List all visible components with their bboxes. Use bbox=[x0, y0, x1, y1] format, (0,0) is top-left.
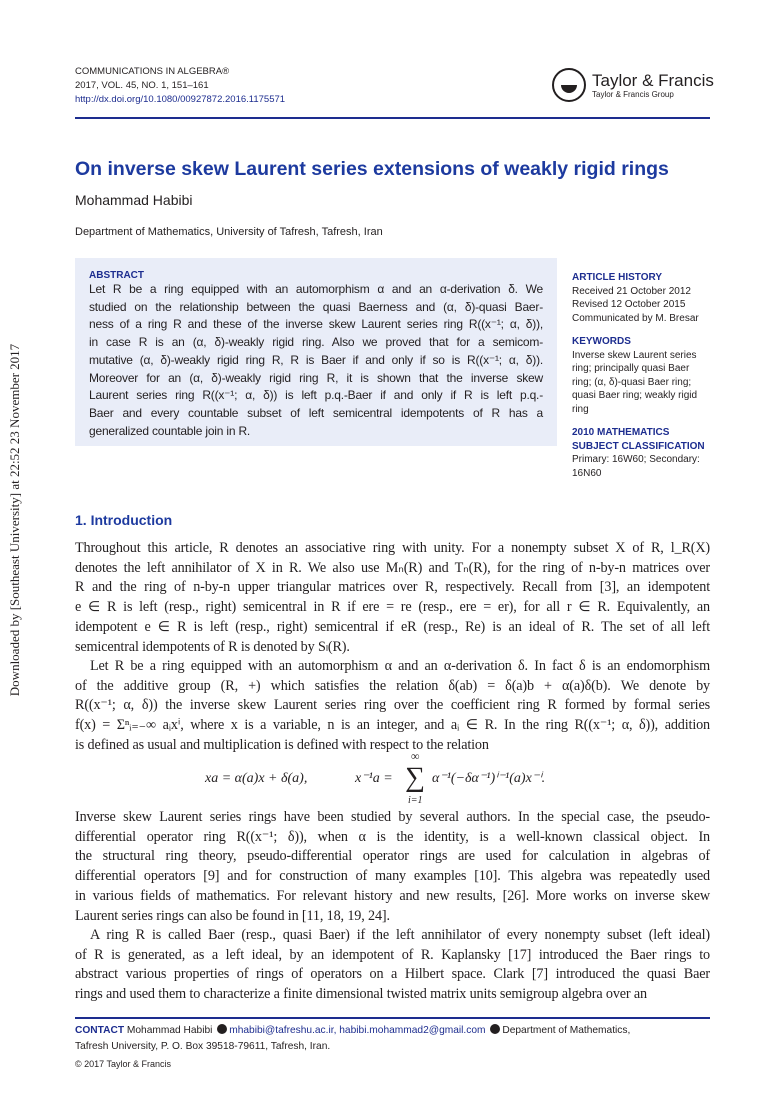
text-line: rings and used them to characterize a finite dimensional twisted matrix units semigroup algebra over an bbox=[75, 986, 647, 1003]
text-line: of R is generated, as a left ideal, by an idempotent of R. Kaplansky [17] introduced the Baer rings to bbox=[75, 946, 710, 963]
footer-rule bbox=[75, 1017, 710, 1019]
text-line: studied on the relationship between the quasi Baerness and (α, δ)-quasi Baer- bbox=[89, 299, 543, 314]
contact-label: CONTACT bbox=[75, 1025, 125, 1036]
text-line: A ring R is called Baer (resp., quasi Baer) if the left annihilator of every nonempty subset (left ideal) bbox=[90, 927, 710, 943]
text-line: Throughout this article, R denotes an associative ring with unity. For a nonempty subset X of R, l_R(X) bbox=[75, 540, 710, 556]
abstract-box bbox=[75, 258, 557, 446]
text-line: differential operator ring R((x⁻¹; δ)), when α is the identity, is a well-known classical object. In bbox=[75, 828, 710, 845]
text-line: 16N60 bbox=[572, 467, 602, 479]
text-line: Let R be a ring equipped with an automorphism α and an α-derivation δ. We bbox=[89, 282, 543, 296]
text-line: Received 21 October 2012 bbox=[572, 285, 691, 297]
publisher-logo bbox=[552, 68, 714, 102]
text-line: Laurent series rings can also be found in [11, 18, 19, 24]. bbox=[75, 907, 390, 924]
text-line: ring; (α, δ)-quasi Baer ring; bbox=[572, 376, 692, 388]
journal-name: COMMUNICATIONS IN ALGEBRA® bbox=[75, 66, 230, 77]
sum-lower-limit: i=1 bbox=[408, 795, 423, 806]
paragraph-2 bbox=[75, 657, 710, 756]
text-line: in case R is an (α, δ)-weakly rigid ring. Also we proved that for a semicom- bbox=[89, 335, 543, 350]
text-line: Communicated by M. Bresar bbox=[572, 312, 699, 324]
doi-link[interactable]: http://dx.doi.org/10.1080/00927872.2016.1175571 bbox=[75, 94, 286, 105]
text-line: Moreover for an (α, δ)-weakly rigid ring R, it is shown that the inverse skew bbox=[89, 370, 543, 385]
equation bbox=[0, 749, 784, 806]
equation-lhs: x⁻¹a = bbox=[355, 771, 393, 786]
text-line: generalized countable join in R. bbox=[89, 423, 251, 438]
msc-heading bbox=[572, 426, 715, 453]
text-line: of the additive group (R, +) which satisfies the relation δ(ab) = δ(a)b + α(a)δ(b). We denote by bbox=[75, 677, 710, 694]
article-sidebar bbox=[572, 271, 715, 480]
text-line: abstract various properties of rings of operators on a Hilbert space. Clark [7] introduced the quasi Baer bbox=[75, 966, 710, 983]
text-line: semicentral idempotents of R is denoted by Sₗ(R). bbox=[75, 638, 350, 655]
text-line: ring; principally quasi Baer bbox=[572, 363, 690, 374]
text-line: R and the ring of n-by-n upper triangular matrices over R, respectively. Recall from [3], an idempotent bbox=[75, 579, 710, 596]
email-link-1[interactable]: mhabibi@tafreshu.ac.ir, bbox=[229, 1025, 337, 1036]
text-line: in various fields of mathematics. For relevant history and new results, [26]. More works on inverse skew bbox=[75, 887, 710, 904]
contact-name: Mohammad Habibi bbox=[126, 1025, 213, 1036]
publisher-group: Taylor & Francis Group bbox=[592, 89, 674, 99]
copyright: © 2017 Taylor & Francis bbox=[75, 1059, 172, 1069]
text-line: Let R be a ring equipped with an automorphism α and an α-derivation δ. In fact δ is an endomorphism bbox=[90, 658, 710, 674]
sum-upper-limit: ∞ bbox=[411, 749, 420, 763]
address-icon bbox=[490, 1024, 500, 1034]
text-line: ness of a ring R and these of the inverse skew Laurent series ring R((x⁻¹; α, δ)), bbox=[89, 317, 543, 332]
download-note: Downloaded by [Southeast University] at 22:52 23 November 2017 bbox=[7, 343, 22, 697]
text-line: ring bbox=[572, 403, 589, 415]
text-line: Baer and every countable subset of left semicentral idempotents of R has a bbox=[89, 405, 543, 420]
journal-header bbox=[75, 65, 285, 107]
text-line: quasi Baer ring; weakly rigid bbox=[572, 390, 698, 401]
header-rule bbox=[75, 117, 710, 119]
text-line: Laurent series ring R((x⁻¹; α, δ)) is left p.q.-Baer if and only if R is left p.q.- bbox=[89, 388, 543, 403]
text-line: differential operators [9] and for construction of many examples [10]. This algebra was repeatedly used bbox=[75, 868, 710, 885]
text-line: the structural ring theory, pseudo-differential operator rings are used for calculation in algebras of bbox=[75, 848, 710, 865]
author: Mohammad Habibi bbox=[75, 192, 193, 208]
history-heading: ARTICLE HISTORY bbox=[572, 272, 663, 283]
contact-department: Department of Mathematics, bbox=[502, 1025, 631, 1036]
email-link-2[interactable]: habibi.mohammad2@gmail.com bbox=[339, 1025, 486, 1036]
equation-left: xa = α(a)x + δ(a), bbox=[205, 771, 308, 786]
publisher-name: Taylor & Francis bbox=[592, 70, 714, 90]
affiliation: Department of Mathematics, University of Tafresh, Tafresh, Iran bbox=[75, 226, 383, 238]
text-line: idempotent e ∈ R is left (resp., right) semicentral if eR (resp., Re) is an ideal of R. The set of all left bbox=[75, 618, 710, 635]
text-line: Inverse skew Laurent series rings have been studied by several authors. In the special case, the pseudo- bbox=[75, 809, 710, 825]
section-heading: 1. Introduction bbox=[75, 512, 173, 528]
email-icon bbox=[217, 1024, 227, 1034]
msc-heading-line: 2010 MATHEMATICS bbox=[572, 427, 670, 438]
volume-info: 2017, VOL. 45, NO. 1, 151–161 bbox=[75, 80, 209, 91]
text-line: R((x⁻¹; α, δ)) the inverse skew Laurent series ring over the coefficient ring R formed by formal series bbox=[75, 697, 710, 714]
text-line: Primary: 16W60; Secondary: bbox=[572, 454, 700, 465]
abstract-heading: ABSTRACT bbox=[89, 270, 144, 281]
text-line: Inverse skew Laurent series bbox=[572, 349, 697, 361]
text-line: f(x) = Σⁿᵢ₌₋∞ aᵢxⁱ, where x is a variable, n is an integer, and aᵢ ∈ R. In the ring R((x⁻¹; α, δ)), addition bbox=[75, 717, 710, 734]
text-line: mutative (α, δ)-weakly rigid ring R, R is Baer if and only if so is R((x⁻¹; α, δ)). bbox=[89, 352, 543, 367]
footer bbox=[75, 1023, 725, 1073]
paragraph-4 bbox=[75, 926, 710, 1005]
text-line: Revised 12 October 2015 bbox=[572, 299, 686, 310]
keywords-heading: KEYWORDS bbox=[572, 336, 631, 347]
text-line: is defined as usual and multiplication is defined with respect to the relation bbox=[75, 736, 489, 753]
paragraph-1 bbox=[75, 539, 710, 657]
paragraph-3 bbox=[75, 808, 710, 926]
sum-symbol: ∑ bbox=[405, 762, 425, 793]
paper-title: On inverse skew Laurent series extensions of weakly rigid rings bbox=[75, 158, 669, 180]
text-line: e ∈ R is left (resp., right) semicentral in R if ere = re (resp., ere = er), for all r ∈ R. Equivalently, an bbox=[75, 599, 710, 616]
lamp-logo-icon bbox=[552, 68, 586, 102]
text-line: denotes the left annihilator of X in R. We also use Mₙ(R) and Tₙ(R), for the ring of n-by-n matrices over bbox=[75, 559, 710, 576]
equation-rhs: α⁻¹(−δα⁻¹)ⁱ⁻¹(a)x⁻ⁱ. bbox=[432, 771, 546, 786]
contact-address: Tafresh University, P. O. Box 39518-79611, Tafresh, Iran. bbox=[75, 1040, 331, 1052]
msc-heading-line: SUBJECT CLASSIFICATION bbox=[572, 440, 705, 452]
